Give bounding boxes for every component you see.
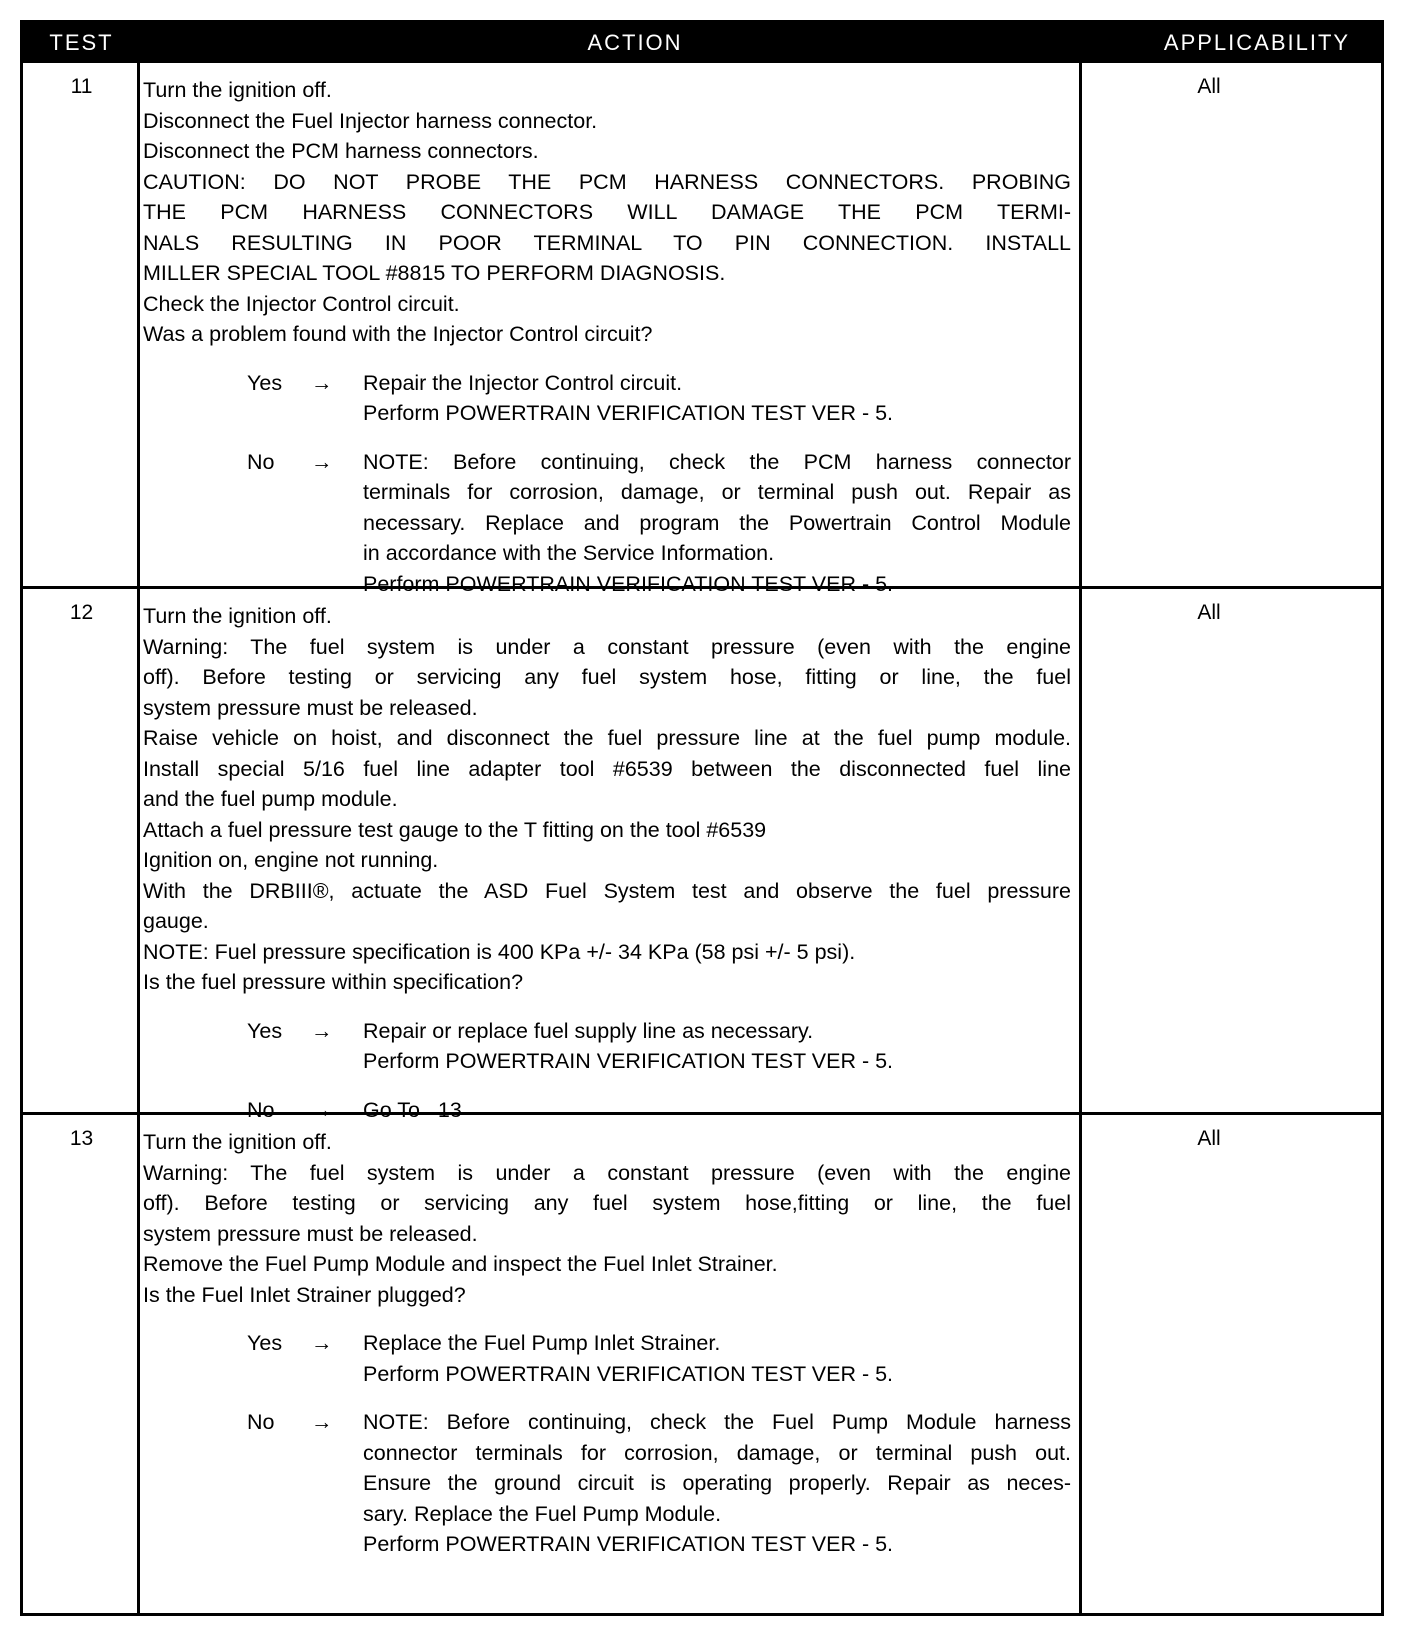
no-result <box>143 447 1071 600</box>
test-number: 12 <box>69 601 94 624</box>
no-label: No <box>247 1097 275 1122</box>
caution-line: NALS RESULTING IN POOR TERMINAL TO PIN CONNECTION. INSTALL <box>143 230 1071 255</box>
result-line: terminals for corrosion, damage, or terminal push out. Repair as <box>363 480 1071 504</box>
arrow-icon: → <box>311 1331 333 1355</box>
result-line: Repair the Injector Control circuit. <box>363 370 683 395</box>
step-line: Turn the ignition off. <box>143 1130 332 1154</box>
question-line: Is the fuel pressure within specification? <box>143 970 524 994</box>
table-row <box>23 1115 1381 1613</box>
question-line: Was a problem found with the Injector Control circuit? <box>143 322 653 346</box>
caution-line: THE PCM HARNESS CONNECTORS WILL DAMAGE THE PCM TERMI- <box>143 200 1071 224</box>
caution-line: CAUTION: DO NOT PROBE THE PCM HARNESS CONNECTORS. PROBING <box>143 169 1071 194</box>
table-header <box>23 23 1381 63</box>
step-line: Turn the ignition off. <box>143 604 332 628</box>
step-line: Install special 5/16 fuel line adapter tool #6539 between the disconnected fuel line <box>143 756 1071 781</box>
yes-label: Yes <box>247 1018 283 1043</box>
warning-line: Warning: The fuel system is under a constant pressure (even with the engine <box>143 634 1071 659</box>
result-line: Perform POWERTRAIN VERIFICATION TEST VER - 5. <box>363 1361 894 1386</box>
yes-result <box>143 1016 1071 1077</box>
result-line: Perform POWERTRAIN VERIFICATION TEST VER - 5. <box>363 571 894 596</box>
result-line: connector terminals for corrosion, damage, or terminal push out. <box>363 1440 1071 1465</box>
result-line: Perform POWERTRAIN VERIFICATION TEST VER - 5. <box>363 1049 894 1073</box>
yes-result <box>143 368 1071 429</box>
step-line: Attach a fuel pressure test gauge to the T fitting on the tool #6539 <box>143 817 767 842</box>
result-line: NOTE: Before continuing, check the Fuel Pump Module harness <box>363 1410 1071 1434</box>
no-label: No <box>247 1410 275 1434</box>
header-test: TEST <box>49 30 114 55</box>
warning-line: Warning: The fuel system is under a constant pressure (even with the engine <box>143 1160 1071 1185</box>
result-line: Ensure the ground circuit is operating properly. Repair as neces- <box>363 1471 1071 1495</box>
result-line: necessary. Replace and program the Powertrain Control Module <box>363 510 1071 535</box>
header-action: ACTION <box>587 30 683 55</box>
diagnostic-table <box>20 20 1384 1616</box>
step-line: Disconnect the Fuel Injector harness connector. <box>143 108 598 133</box>
test-number: 13 <box>69 1127 94 1150</box>
action-text <box>143 75 1071 599</box>
action-text <box>143 601 1071 1125</box>
arrow-icon: → <box>311 1410 333 1434</box>
result-line: in accordance with the Service Information. <box>363 541 775 565</box>
action-text <box>143 1127 1071 1560</box>
warning-line: off). Before testing or servicing any fuel system hose,fitting or line, the fuel <box>143 1191 1071 1215</box>
result-line: Perform POWERTRAIN VERIFICATION TEST VER - 5. <box>363 401 894 425</box>
arrow-icon: → <box>311 1097 333 1122</box>
result-line: Perform POWERTRAIN VERIFICATION TEST VER - 5. <box>363 1532 894 1556</box>
test-number: 11 <box>70 75 93 98</box>
result-line: NOTE: Before continuing, check the PCM harness connector <box>363 449 1071 474</box>
step-line: Check the Injector Control circuit. <box>143 291 460 316</box>
table-row <box>23 63 1381 596</box>
result-line: Repair or replace fuel supply line as necessary. <box>363 1018 814 1043</box>
warning-line: system pressure must be released. <box>143 695 478 720</box>
applicability-value: All <box>1197 601 1221 624</box>
result-line: Replace the Fuel Pump Inlet Strainer. <box>363 1331 721 1355</box>
step-line: gauge. <box>143 909 209 933</box>
step-line: Disconnect the PCM harness connectors. <box>143 139 539 163</box>
warning-line: off). Before testing or servicing any fuel system hose, fitting or line, the fuel <box>143 665 1071 689</box>
arrow-icon: → <box>311 1018 333 1043</box>
no-label: No <box>247 449 275 474</box>
warning-line: system pressure must be released. <box>143 1221 478 1246</box>
yes-label: Yes <box>247 1331 283 1355</box>
arrow-icon: → <box>311 449 333 474</box>
applicability-value: All <box>1197 1127 1221 1150</box>
table-row <box>23 589 1381 1122</box>
result-line: sary. Replace the Fuel Pump Module. <box>363 1501 722 1526</box>
step-line: With the DRBIII®, actuate the ASD Fuel System test and observe the fuel pressure <box>143 878 1071 903</box>
caution-line: MILLER SPECIAL TOOL #8815 TO PERFORM DIAGNOSIS. <box>143 261 726 285</box>
goto-link: Go To 13 <box>363 1097 462 1122</box>
applicability-value: All <box>1197 75 1221 98</box>
step-line: Ignition on, engine not running. <box>143 848 439 872</box>
header-applicability: APPLICABILITY <box>1163 30 1351 55</box>
arrow-icon: → <box>311 370 333 395</box>
step-line: and the fuel pump module. <box>143 787 398 811</box>
question-line: Is the Fuel Inlet Strainer plugged? <box>143 1282 466 1307</box>
yes-label: Yes <box>247 370 283 395</box>
step-line: Raise vehicle on hoist, and disconnect the fuel pressure line at the fuel pump module. <box>143 726 1071 750</box>
step-line: Remove the Fuel Pump Module and inspect the Fuel Inlet Strainer. <box>143 1252 778 1276</box>
step-line: Turn the ignition off. <box>143 78 332 102</box>
note-line: NOTE: Fuel pressure specification is 400 KPa +/- 34 KPa (58 psi +/- 5 psi). <box>143 939 856 964</box>
yes-result <box>143 1328 1071 1389</box>
no-result <box>143 1407 1071 1560</box>
